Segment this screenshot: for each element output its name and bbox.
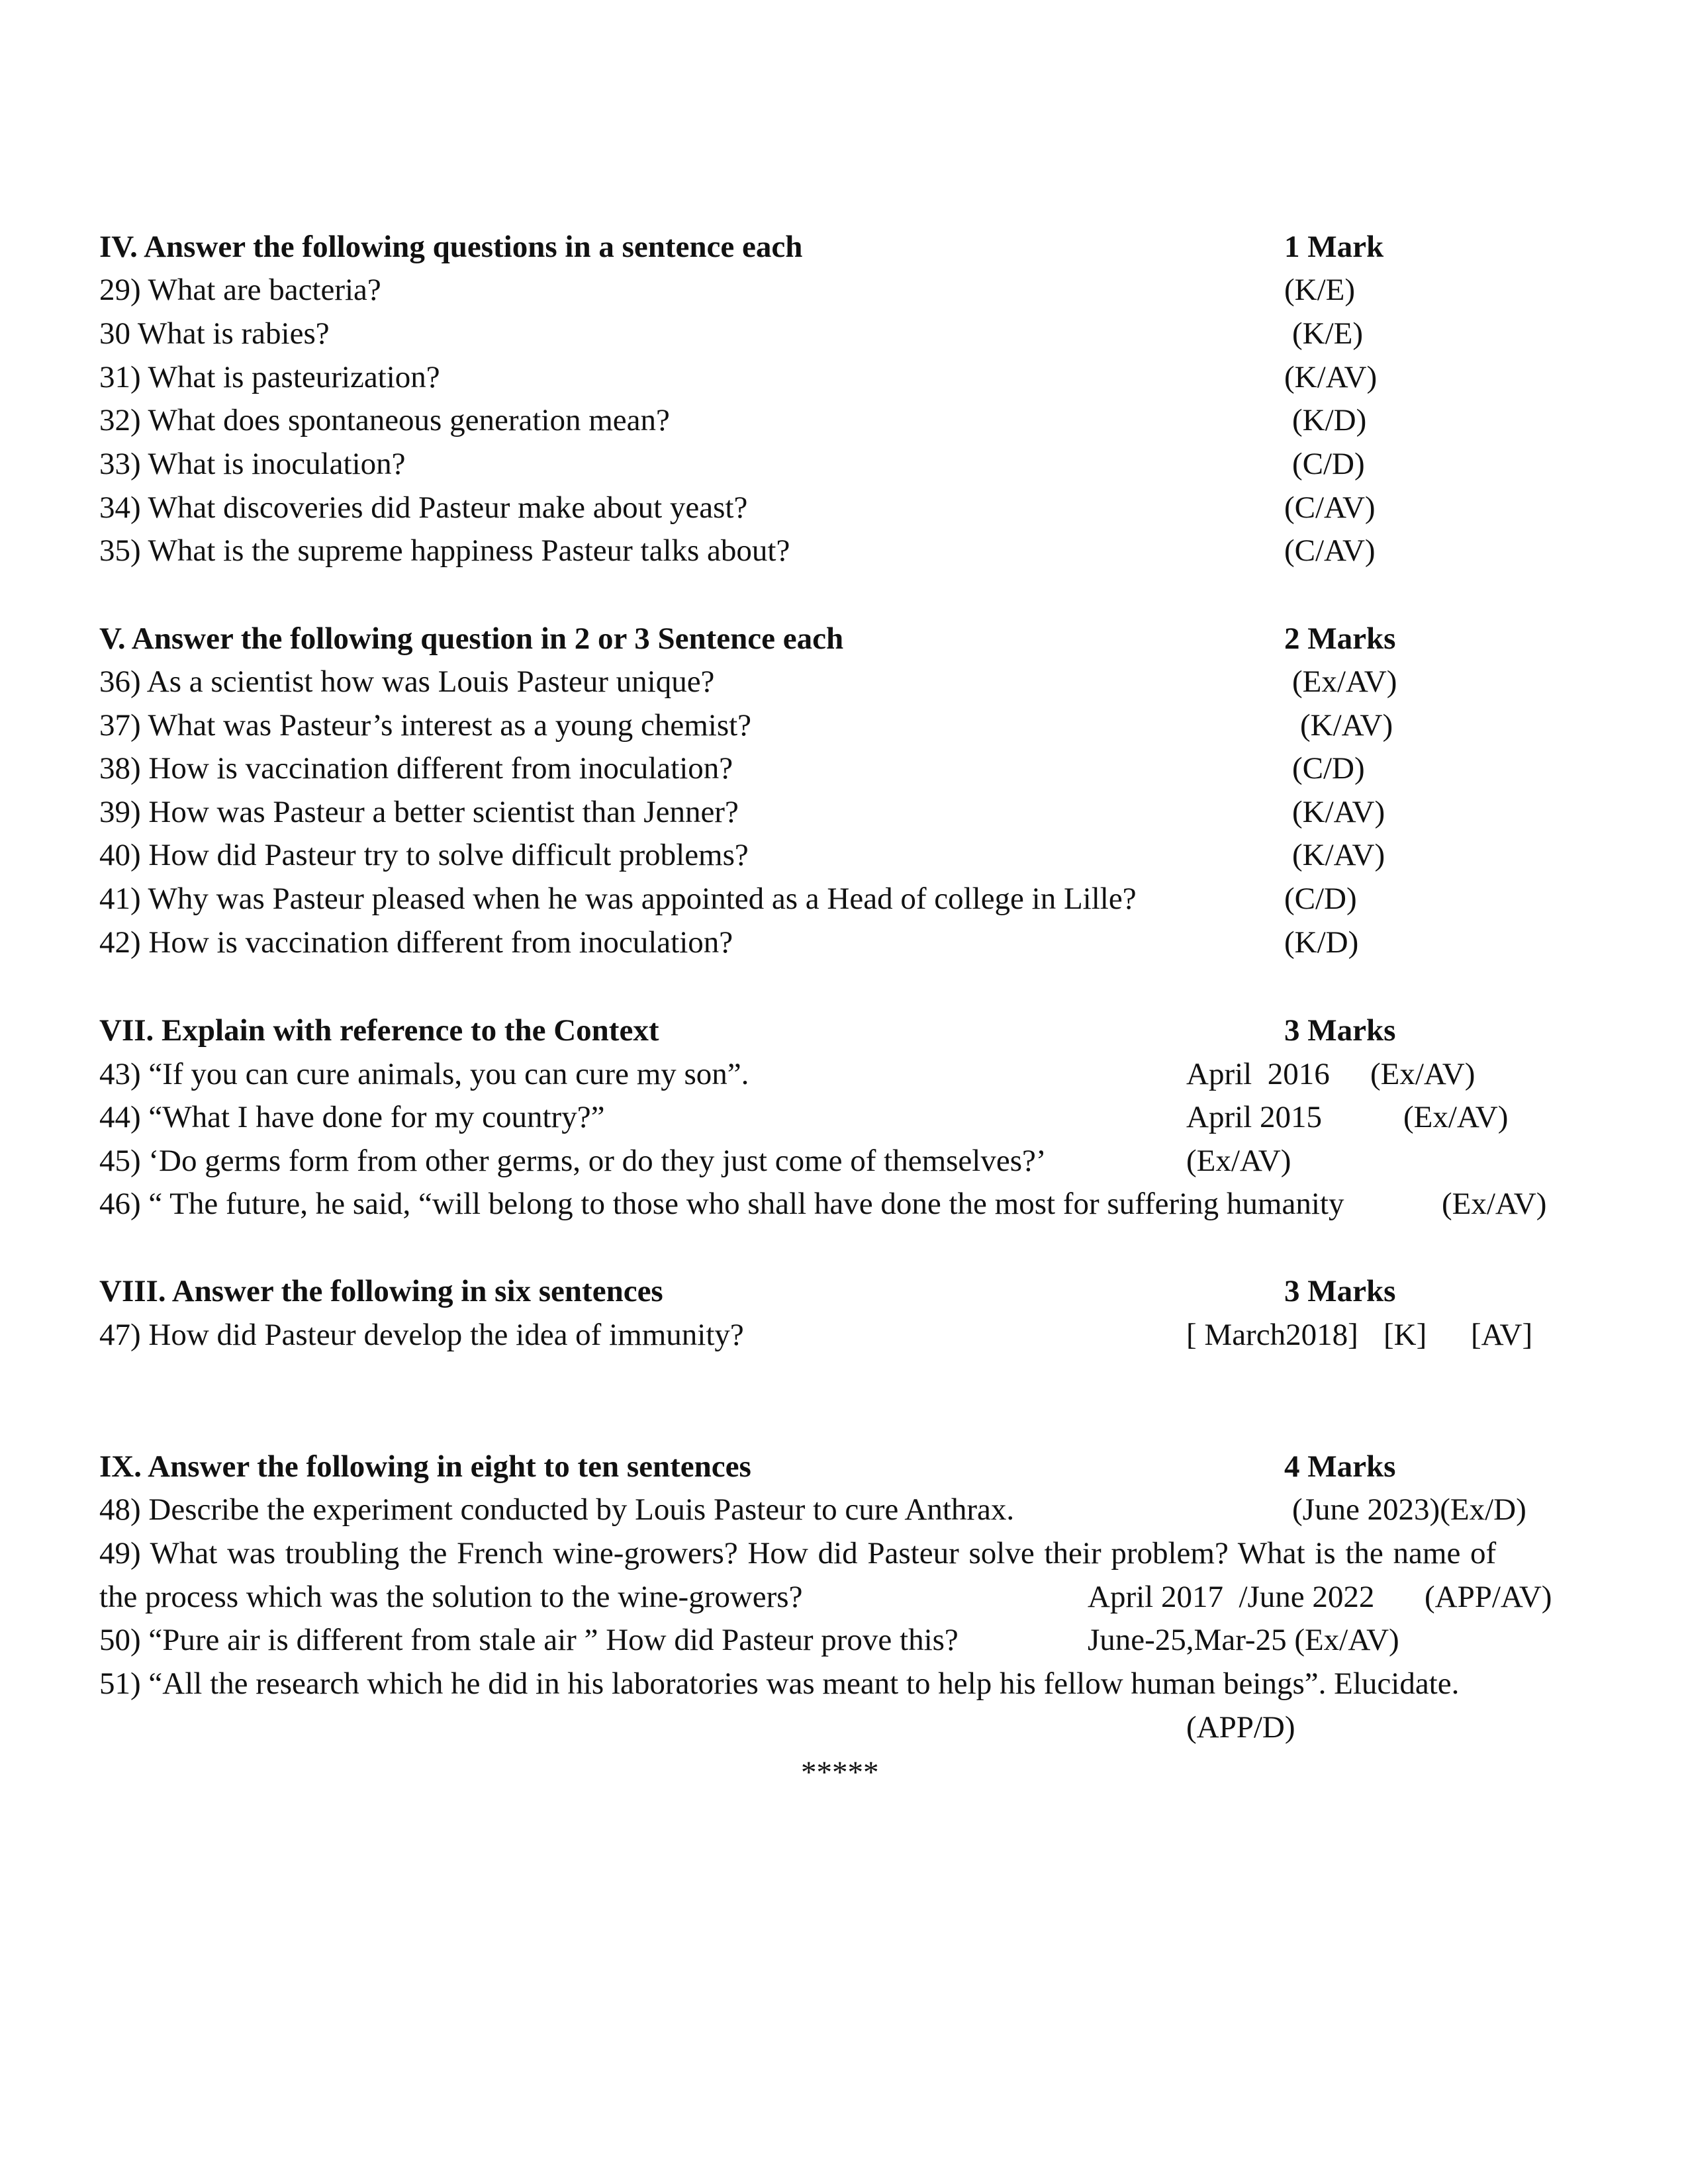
- question-36-tag: (Ex/AV): [1292, 664, 1397, 699]
- question-33-tag: (C/D): [1292, 447, 1365, 481]
- question-32-tag: (K/D): [1292, 403, 1367, 437]
- question-34-tag: (C/AV): [1284, 490, 1376, 525]
- question-39: 39) How was Pasteur a better scientist than Jenner?: [99, 795, 739, 829]
- question-39-tag: (K/AV): [1292, 795, 1385, 829]
- section-v-heading: V. Answer the following question in 2 or 3 Sentence each: [99, 621, 844, 656]
- question-35: 35) What is the supreme happiness Pasteur talks about?: [99, 533, 790, 568]
- section-viii-heading: VIII. Answer the following in six sentences: [99, 1274, 663, 1308]
- question-43-tag: (Ex/AV): [1370, 1057, 1476, 1091]
- question-40-tag: (K/AV): [1292, 838, 1385, 872]
- question-45: 45) ‘Do germs form from other germs, or do they just come of themselves?’: [99, 1144, 1047, 1178]
- section-iv-heading: IV. Answer the following questions in a sentence each: [99, 230, 803, 264]
- question-47: 47) How did Pasteur develop the idea of immunity?: [99, 1318, 744, 1352]
- question-49-date: April 2017 /June 2022: [1088, 1580, 1375, 1614]
- question-48-tag: (June 2023)(Ex/D): [1292, 1492, 1526, 1527]
- section-iv-marks: 1 Mark: [1284, 230, 1384, 264]
- question-44: 44) “What I have done for my country?”: [99, 1100, 605, 1134]
- question-42: 42) How is vaccination different from inoculation?: [99, 925, 733, 960]
- question-41: 41) Why was Pasteur pleased when he was appointed as a Head of college in Lille?: [99, 882, 1137, 916]
- section-vii-marks: 3 Marks: [1284, 1013, 1396, 1048]
- question-29: 29) What are bacteria?: [99, 273, 381, 307]
- question-47-tag-av: [AV]: [1471, 1318, 1533, 1352]
- question-33: 33) What is inoculation?: [99, 447, 406, 481]
- question-29-tag: (K/E): [1284, 273, 1356, 307]
- question-41-tag: (C/D): [1284, 882, 1357, 916]
- question-32: 32) What does spontaneous generation mean?: [99, 403, 670, 437]
- question-31-tag: (K/AV): [1284, 360, 1378, 394]
- question-46: 46) “ The future, he said, “will belong to those who shall have done the most for suffering humanity: [99, 1187, 1344, 1221]
- question-31: 31) What is pasteurization?: [99, 360, 440, 394]
- question-51-tag: (APP/D): [1186, 1710, 1295, 1745]
- question-49: 49) What was troubling the French wine-growers? How did Pasteur solve their problem? What is the name of: [99, 1536, 1497, 1570]
- end-marker: *****: [801, 1755, 879, 1790]
- question-42-tag: (K/D): [1284, 925, 1359, 960]
- question-30-tag: (K/E): [1292, 316, 1364, 351]
- question-50: 50) “Pure air is different from stale air ” How did Pasteur prove this?: [99, 1623, 959, 1657]
- question-34: 34) What discoveries did Pasteur make about yeast?: [99, 490, 748, 525]
- section-ix-marks: 4 Marks: [1284, 1449, 1396, 1484]
- question-44-tag: (Ex/AV): [1403, 1100, 1509, 1134]
- question-37: 37) What was Pasteur’s interest as a young chemist?: [99, 708, 752, 743]
- section-ix-heading: IX. Answer the following in eight to ten sentences: [99, 1449, 751, 1484]
- question-46-tag: (Ex/AV): [1442, 1187, 1547, 1221]
- question-44-date: April 2015: [1186, 1100, 1322, 1134]
- question-43: 43) “If you can cure animals, you can cure my son”.: [99, 1057, 749, 1091]
- section-viii-marks: 3 Marks: [1284, 1274, 1396, 1308]
- question-48: 48) Describe the experiment conducted by Louis Pasteur to cure Anthrax.: [99, 1492, 1015, 1527]
- question-36: 36) As a scientist how was Louis Pasteur unique?: [99, 664, 715, 699]
- section-v-marks: 2 Marks: [1284, 621, 1396, 656]
- question-47-date: [ March2018]: [1186, 1318, 1358, 1352]
- question-49-tag: (APP/AV): [1425, 1580, 1552, 1614]
- question-43-date: April 2016: [1186, 1057, 1330, 1091]
- section-vii-heading: VII. Explain with reference to the Context: [99, 1013, 659, 1048]
- question-35-tag: (C/AV): [1284, 533, 1376, 568]
- question-47-tag-k: [K]: [1383, 1318, 1427, 1352]
- question-50-tag: June-25,Mar-25 (Ex/AV): [1088, 1623, 1399, 1657]
- question-51: 51) “All the research which he did in his laboratories was meant to help his fellow human beings”. Elucidate.: [99, 1666, 1460, 1701]
- question-38-tag: (C/D): [1292, 751, 1365, 786]
- question-40: 40) How did Pasteur try to solve difficult problems?: [99, 838, 749, 872]
- question-30: 30 What is rabies?: [99, 316, 330, 351]
- question-37-tag: (K/AV): [1300, 708, 1393, 743]
- question-38: 38) How is vaccination different from inoculation?: [99, 751, 733, 786]
- question-45-tag: (Ex/AV): [1186, 1144, 1291, 1178]
- question-49-continued: the process which was the solution to the wine-growers?: [99, 1580, 803, 1614]
